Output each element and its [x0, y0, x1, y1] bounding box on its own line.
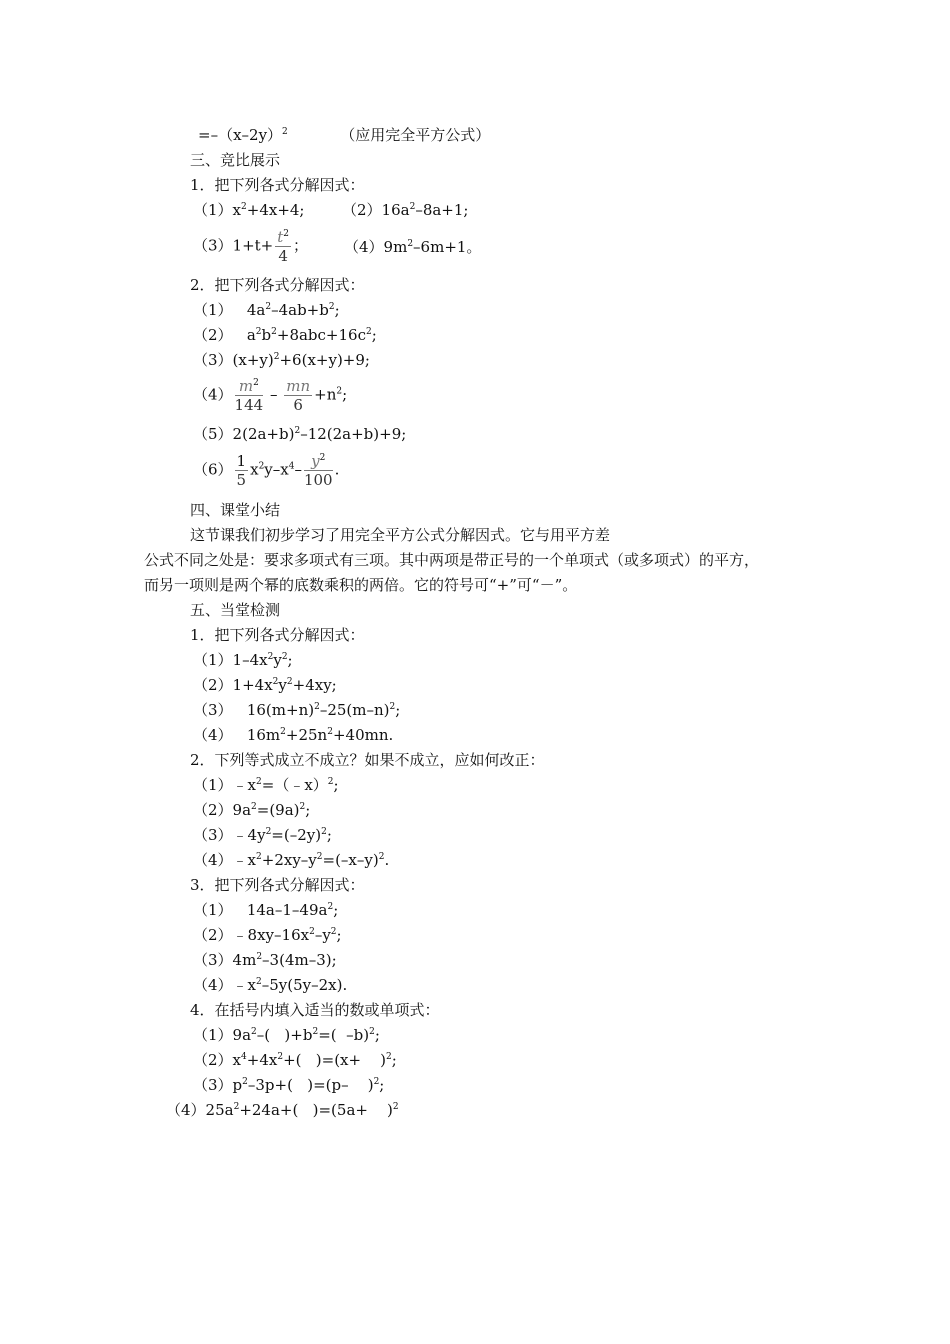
text-line: $(3)p^2-3p+$( )=(p– )$^2$; — [193, 1076, 385, 1094]
text-line: $(4)25a^2+24a+$( )=(5a+ )$^2$ — [166, 1101, 399, 1119]
text-line: $(1)1-4x^2y^2$; — [193, 651, 293, 669]
text-line: $(4)﹣x^2+2xy-y^2=(-x-y)^2$. — [193, 851, 390, 869]
text-line: 公式不同之处是：要求多项式有三项。其中两项是带正号的一个单项式（或多项式）的平方， — [144, 551, 760, 569]
text-line: $(4)9m^2-6m+1$。 — [344, 238, 482, 256]
text-line: 三、竞比展示 — [190, 151, 281, 169]
text-line: 这节课我们初步学习了用完全平方公式分解因式。它与用平方差 — [190, 526, 611, 544]
text-line: $(4)﹣x^2-5y(5y-2x)$. — [193, 976, 348, 994]
text-line: $(1)﹣x^2=(﹣x)^2$; — [193, 776, 339, 794]
text-line: $(2)1+4x^2y^2+4xy$; — [193, 676, 337, 694]
text-line: $(2)9a^2=(9a)^2$; — [193, 801, 311, 819]
text-line: （3） $16(m+n)^2-25(m-n)^2$; — [193, 701, 401, 719]
text-line: （1） $4a^2-4ab+b^2$; — [193, 301, 340, 319]
text-line: （4） $16m^2+25n^2+40mn$. — [193, 726, 394, 744]
text-line: （4） $\frac{m^2}{144}$ – $\frac{mn}{6}$ $+n^2$; — [193, 377, 348, 414]
text-line: $(2)x^4+4x^2+$( )=(x+ )$^2$; — [193, 1051, 397, 1069]
text-line: 4．在括号内填入适当的数或单项式： — [190, 1001, 440, 1019]
text-line: 1．把下列各式分解因式： — [190, 176, 365, 194]
text-line: 2．把下列各式分解因式： — [190, 276, 365, 294]
text-line: 五、当堂检测 — [190, 601, 281, 619]
text-line: （3）1+t+ $\frac{t^2}{4}$ ； — [193, 228, 309, 265]
text-line: 四、课堂小结 — [190, 501, 281, 519]
text-line: $(3)4m^2-3(4m-3)$; — [193, 951, 337, 969]
text-line: $(1)9a^2-$( )$+b^2=$( –b)$^2$; — [193, 1026, 380, 1044]
text-line: $(5)2(2a+b)^2-12(2a+b)+9$; — [193, 425, 407, 443]
text-line: （2） $a^2b^2+8abc+16c^2$; — [193, 326, 377, 344]
text-line: $(3)﹣4y^2=(-2y)^2$; — [193, 826, 332, 844]
text-line: $(3)(x+y)^2+6(x+y)+9$; — [193, 351, 370, 369]
text-line: （1） $14a-1-49a^2$; — [193, 901, 339, 919]
text-line: $(1)x^2+4x+4$; — [193, 201, 305, 219]
text-line: 1．把下列各式分解因式： — [190, 626, 365, 644]
text-line: $=-(x-2y)^2$ （应用完全平方公式） — [198, 126, 491, 144]
text-line: 而另一项则是两个幂的底数乘积的两倍。它的符号可“+”可“－”。 — [144, 576, 578, 594]
text-line: （6） $\frac{1}{5}$ $x^2y-x^4-$ $\frac{y^2}{100}$ . — [193, 452, 340, 489]
text-line: $(2)16a^2-8a+1$; — [342, 201, 469, 219]
text-line: 3．把下列各式分解因式： — [190, 876, 365, 894]
text-line: 2．下列等式成立不成立？如果不成立，应如何改正： — [190, 751, 545, 769]
text-line: $(2)﹣8xy-16x^2-y^2$; — [193, 926, 342, 944]
